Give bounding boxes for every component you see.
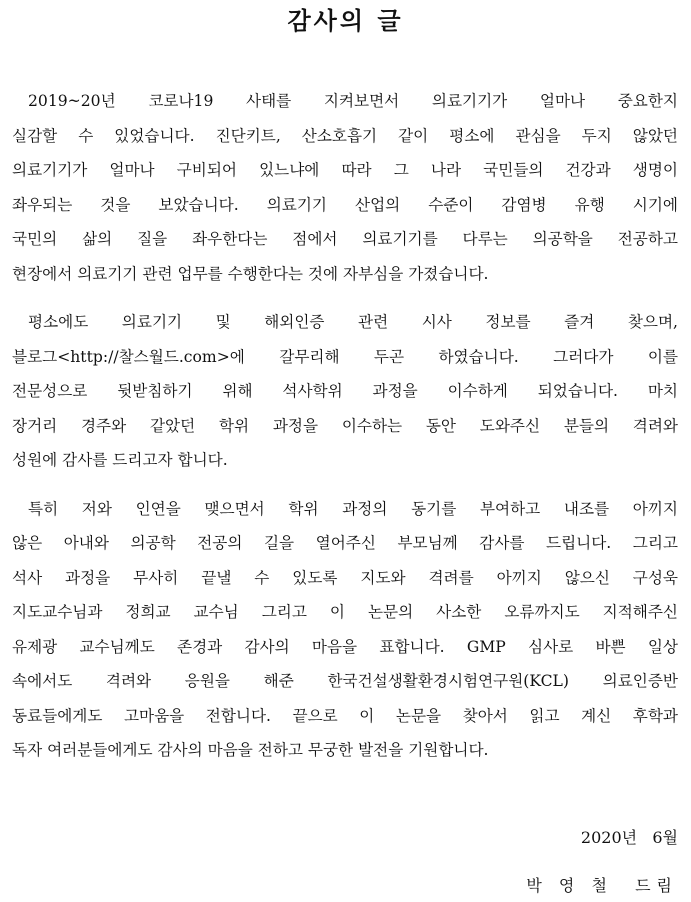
paragraph-line: 동료들에게도 고마움을 전합니다. 끝으로 이 논문을 찾아서 읽고 계신 후학과 — [12, 706, 678, 725]
paragraph-line: 평소에도 의료기기 및 해외인증 관련 시사 정보를 즐겨 찾으며, — [28, 313, 678, 331]
page-title: 감사의 글 — [287, 7, 404, 35]
paragraph-line: 실감할 수 있었습니다. 진단키트, 산소호흡기 같이 평소에 관심을 두지 않았던 — [12, 126, 678, 145]
paragraph-line: 석사 과정을 무사히 끝낼 수 있도록 지도와 격려를 아끼지 않으신 구성욱 — [12, 568, 678, 587]
paragraph-line: 유제광 교수님께도 존경과 감사의 마음을 표합니다. GMP 심사로 바쁜 일상 — [12, 637, 678, 656]
paragraph-line: 현장에서 의료기기 관련 업무를 수행한다는 것에 자부심을 가졌습니다. — [12, 264, 489, 283]
paragraph-line: 블로그<http://찰스월드.com>에 갈무리해 두곤 하였습니다. 그러다가 이를 — [12, 347, 678, 366]
paragraph-line: 성원에 감사를 드리고자 합니다. — [12, 451, 228, 469]
paragraph-line: 의료기기가 얼마나 구비되어 있느냐에 따라 그 나라 국민들의 건강과 생명이 — [12, 161, 678, 179]
paragraph-line: 특히 저와 인연을 맺으면서 학위 과정의 동기를 부여하고 내조를 아끼지 — [28, 499, 678, 518]
paragraph-1 — [12, 84, 678, 291]
paragraph-line: 않은 아내와 의공학 전공의 길을 열어주신 부모님께 감사를 드립니다. 그리고 — [12, 534, 678, 552]
paragraph-line: 속에서도 격려와 응원을 해준 한국건설생활환경시험연구원(KCL) 의료인증반 — [12, 672, 678, 690]
paragraph-2 — [12, 305, 678, 478]
paragraph-line: 국민의 삶의 질을 좌우한다는 점에서 의료기기를 다루는 의공학을 전공하고 — [12, 230, 678, 248]
paragraph-line: 전문성으로 뒷받침하기 위해 석사학위 과정을 이수하게 되었습니다. 마치 — [12, 382, 678, 400]
signature-author: 박 영 철 드림 — [526, 876, 678, 895]
signature-date: 2020년 6월 — [580, 828, 678, 847]
paragraph-line: 장거리 경주와 같았던 학위 과정을 이수하는 동안 도와주신 분들의 격려와 — [12, 416, 678, 435]
paragraph-line: 독자 여러분들에게도 감사의 마음을 전하고 무궁한 발전을 기원합니다. — [12, 741, 489, 759]
paragraph-3 — [12, 492, 678, 768]
paragraph-line: 2019~20년 코로나19 사태를 지켜보면서 의료기기가 얼마나 중요한지 — [28, 92, 678, 110]
paragraph-line: 지도교수님과 정희교 교수님 그리고 이 논문의 사소한 오류까지도 지적해주신 — [12, 603, 678, 621]
paragraph-line: 좌우되는 것을 보았습니다. 의료기기 산업의 수준이 감염병 유행 시기에 — [12, 195, 678, 214]
body-text — [12, 84, 678, 782]
